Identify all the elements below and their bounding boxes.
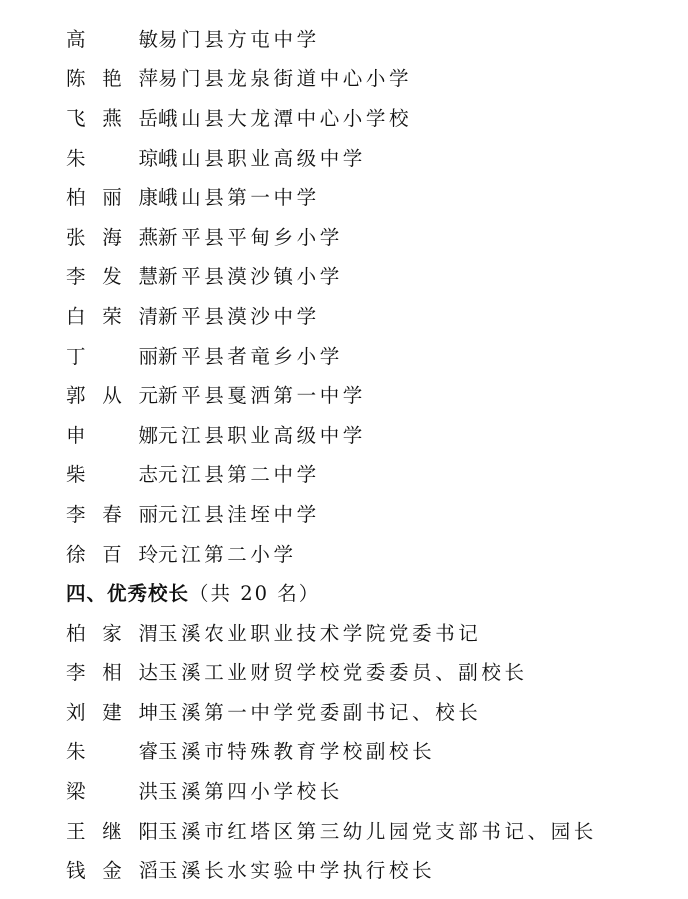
person-name: 高敏: [66, 27, 158, 51]
list-item: [66, 58, 597, 98]
section-count: （共 20 名）: [189, 582, 321, 606]
person-unit: 玉溪第一中学党委副书记、校长: [158, 700, 482, 724]
person-name: 柏丽康: [66, 186, 158, 210]
person-unit: 元江第二小学: [158, 542, 297, 566]
list-item: [66, 493, 597, 533]
section-title: 四、优秀校长: [66, 582, 190, 606]
list-item: [66, 216, 597, 256]
person-unit: 新平县者竜乡小学: [158, 344, 343, 368]
person-unit: 新平县漠沙镇小学: [158, 265, 343, 289]
list-item: [66, 137, 597, 177]
awardee-list: [66, 18, 597, 889]
list-item: [66, 256, 597, 296]
list-item: [66, 295, 597, 335]
person-unit: 峨山县职业高级中学: [158, 146, 366, 170]
person-name: 李发慧: [66, 265, 158, 289]
person-name: 柏家渭: [66, 621, 158, 645]
person-unit: 元江县职业高级中学: [158, 423, 366, 447]
list-item: [66, 374, 597, 414]
list-item: [66, 18, 597, 58]
person-unit: 新平县漠沙中学: [158, 304, 320, 328]
list-item: [66, 335, 597, 375]
list-item: [66, 176, 597, 216]
list-item: [66, 652, 597, 692]
list-item: [66, 770, 597, 810]
list-item: [66, 454, 597, 494]
person-name: 梁洪: [66, 780, 158, 804]
person-name: 李相达: [66, 661, 158, 685]
person-name: 李春丽: [66, 502, 158, 526]
person-name: 张海燕: [66, 225, 158, 249]
person-unit: 玉溪市特殊教育学校副校长: [158, 740, 436, 764]
section-heading: [66, 572, 597, 612]
person-unit: 玉溪市红塔区第三幼儿园党支部书记、园长: [158, 819, 597, 843]
person-unit: 峨山县第一中学: [158, 186, 320, 210]
person-unit: 新平县平甸乡小学: [158, 225, 343, 249]
person-name: 白荣清: [66, 304, 158, 328]
person-unit: 易门县龙泉街道中心小学: [158, 67, 413, 91]
person-name: 刘建坤: [66, 700, 158, 724]
list-item: [66, 849, 597, 889]
person-name: 朱琼: [66, 146, 158, 170]
person-unit: 玉溪工业财贸学校党委委员、副校长: [158, 661, 528, 685]
person-name: 朱睿: [66, 740, 158, 764]
person-name: 柴志: [66, 463, 158, 487]
list-item: [66, 612, 597, 652]
list-item: [66, 691, 597, 731]
person-unit: 元江县洼垤中学: [158, 502, 320, 526]
person-name: 申娜: [66, 423, 158, 447]
list-item: [66, 731, 597, 771]
list-item: [66, 810, 597, 850]
person-unit: 新平县戛洒第一中学: [158, 384, 366, 408]
person-unit: 峨山县大龙潭中心小学校: [158, 106, 413, 130]
person-unit: 玉溪农业职业技术学院党委书记: [158, 621, 482, 645]
person-name: 陈艳萍: [66, 67, 158, 91]
person-name: 郭从元: [66, 384, 158, 408]
list-item: [66, 533, 597, 573]
person-name: 钱金滔: [66, 859, 158, 883]
list-item: [66, 414, 597, 454]
person-unit: 玉溪第四小学校长: [158, 780, 343, 804]
person-unit: 玉溪长水实验中学执行校长: [158, 859, 436, 883]
person-name: 丁丽: [66, 344, 158, 368]
person-name: 徐百玲: [66, 542, 158, 566]
person-name: 王继阳: [66, 819, 158, 843]
list-item: [66, 97, 597, 137]
person-unit: 易门县方屯中学: [158, 27, 320, 51]
person-name: 飞燕岳: [66, 106, 158, 130]
person-unit: 元江县第二中学: [158, 463, 320, 487]
